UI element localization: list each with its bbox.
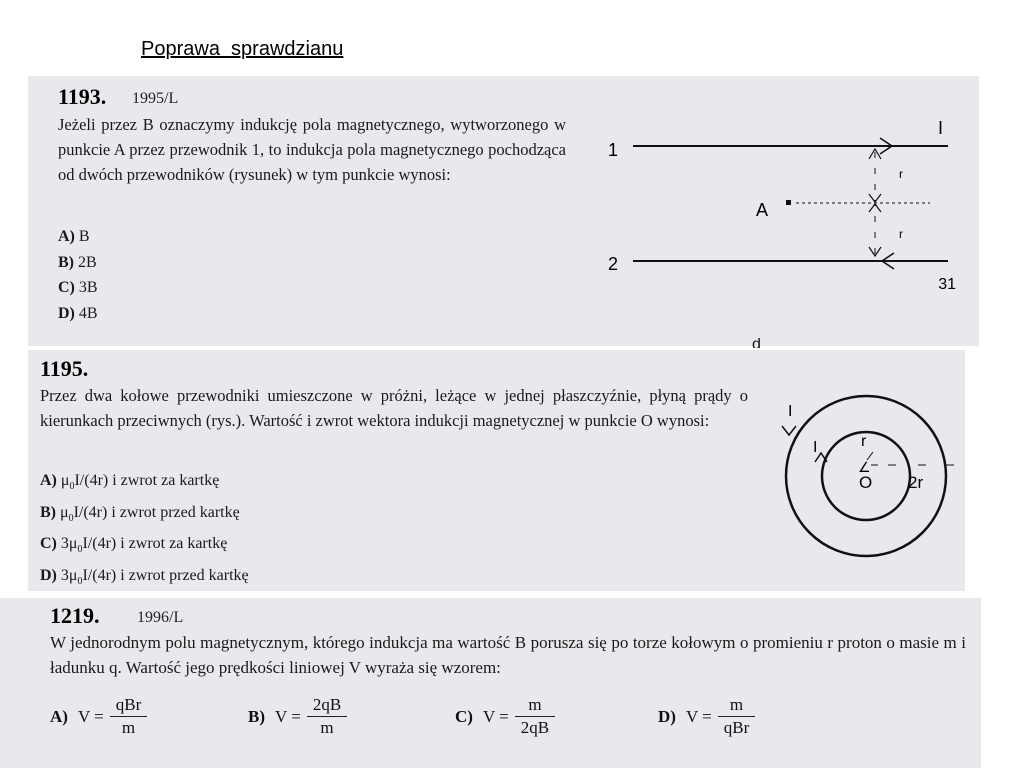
distance-label: r (899, 227, 903, 241)
answer-d: D) 4B (58, 304, 98, 322)
wire-2-label: 2 (608, 254, 619, 274)
center-label: O (859, 473, 873, 492)
problem-text: Przez dwa kołowe przewodniki umieszczone w próżni, leżące w jednej płaszczyźnie, płyną prądy o kierunkach przeciwnych (rys.). Wartość i zwrot wektora indukcji magnetycznej w punkcie O wynosi: (40, 386, 748, 430)
point-label: A (756, 200, 769, 220)
answer-list (40, 468, 249, 595)
answer-list (58, 224, 98, 326)
current-label: I (938, 118, 944, 138)
circular-loops-figure (768, 380, 958, 565)
answer-c: C) 3B (58, 279, 98, 296)
distance-label: r (899, 167, 903, 181)
problem-number: 1195. (40, 356, 89, 381)
outer-radius-label: 2r (908, 473, 924, 492)
problem-year: 1995/L (132, 90, 179, 107)
answer-a: A) B (58, 228, 90, 245)
wire-1-label: 1 (608, 140, 619, 160)
outer-current-arrow-icon (782, 426, 796, 435)
problem-1193-panel (28, 76, 979, 346)
outer-current-label: I (788, 403, 793, 420)
formula-d: D) V = $\frac{m}{\text{qBr}}$ (658, 694, 755, 739)
answer-b: B) 2B (58, 253, 97, 271)
answer-b: B) $\mu_0I/(4r)$ i zwrot przed kartkę (40, 503, 240, 524)
formula-c: C) V = $\frac{m}{2qB}$ (455, 694, 555, 739)
inner-current-label: I (813, 439, 818, 456)
point-a-marker (786, 200, 791, 205)
problem-1195-panel (28, 350, 965, 591)
inner-radius-label: r (861, 433, 867, 450)
problem-year: 1996/L (137, 609, 184, 626)
cropped-figure-label: d (752, 338, 761, 348)
page-title: Poprawa sprawdzianu (141, 38, 344, 60)
answer-d: D) $3\mu_0I/(4r)$ i zwrot przed kartkę (40, 567, 249, 588)
parallel-wires-figure (588, 106, 968, 346)
problem-1219-panel (0, 598, 981, 768)
problem-text: Jeżeli przez B oznaczymy indukcję pola magnetycznego, wytworzonego w punkcie A przez przewodnik 1, to indukcja pola magnetycznego pochodząca od dwóch przewodników (rysunek) w tym punkcie wynosi: (58, 115, 566, 184)
problem-text: W jednorodnym polu magnetycznym, którego indukcja ma wartość B porusza się po torze kołowym o promieniu r proton o masie m i ładunku q. Wartość jego prędkości liniowej V wyraża się wzorem: (50, 633, 966, 677)
formula-b: B) V = $\frac{2qB}{m}$ (248, 694, 347, 739)
answer-c: C) $3\mu_0I/(4r)$ i zwrot za kartkę (40, 535, 228, 556)
figure-number: 31 (938, 276, 956, 293)
problem-number: 1219. (50, 603, 100, 628)
formula-a: A) V = $\frac{\text{qBr}}{m}$ (50, 694, 147, 739)
answer-a: A) $\mu_0I/(4r)$ i zwrot za kartkę (40, 472, 220, 493)
radius-marker: ∠ (858, 459, 871, 475)
problem-number: 1193. (58, 84, 107, 109)
